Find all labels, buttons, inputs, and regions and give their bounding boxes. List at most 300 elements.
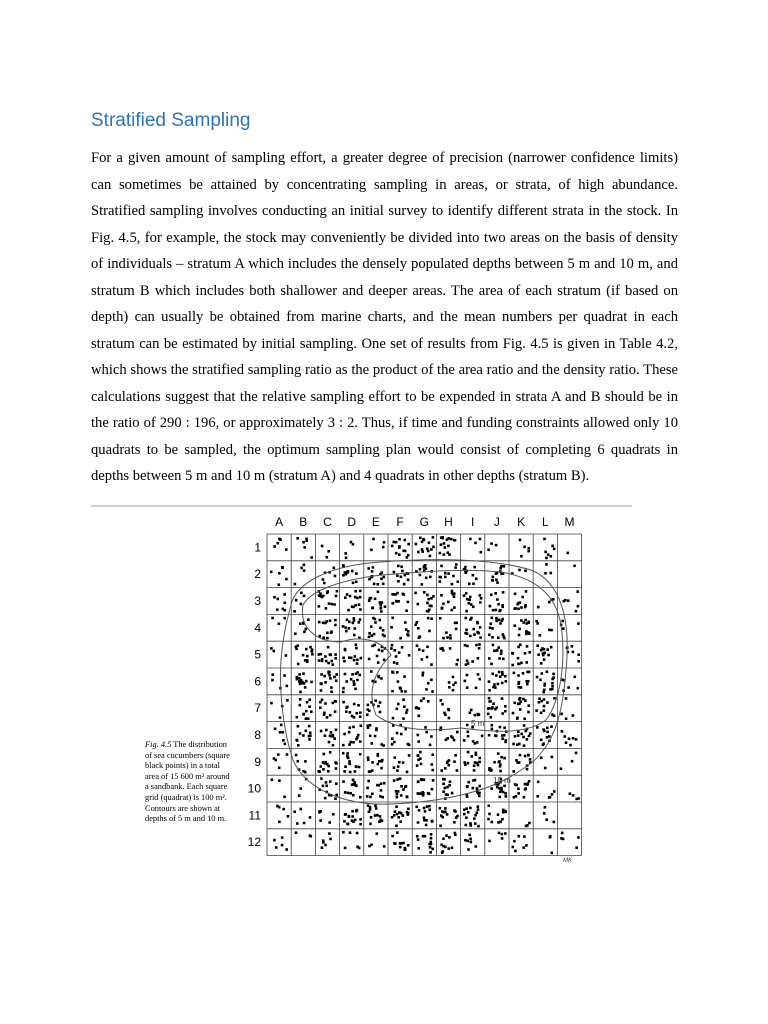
sea-cucumber-point xyxy=(383,845,386,848)
sea-cucumber-point xyxy=(374,805,377,808)
sea-cucumber-point xyxy=(463,739,466,742)
sea-cucumber-point xyxy=(373,633,376,636)
sea-cucumber-point xyxy=(397,816,400,819)
sea-cucumber-point xyxy=(543,709,546,712)
sea-cucumber-point xyxy=(326,590,329,593)
sea-cucumber-point xyxy=(357,734,360,737)
sea-cucumber-point xyxy=(426,602,429,605)
column-label: F xyxy=(396,515,404,529)
sea-cucumber-point xyxy=(327,770,330,773)
sea-cucumber-point xyxy=(428,630,431,633)
sea-cucumber-point xyxy=(477,657,480,660)
sea-cucumber-point xyxy=(493,761,496,764)
sea-cucumber-point xyxy=(442,778,445,781)
sea-cucumber-point xyxy=(320,689,323,692)
sea-cucumber-point xyxy=(525,590,528,593)
sea-cucumber-point xyxy=(431,763,434,766)
sea-cucumber-point xyxy=(370,670,373,673)
sea-cucumber-point xyxy=(427,700,430,703)
sea-cucumber-point xyxy=(518,634,521,637)
sea-cucumber-point xyxy=(347,792,350,795)
sea-cucumber-point xyxy=(487,713,490,716)
sea-cucumber-point xyxy=(456,731,459,734)
sea-cucumber-point xyxy=(352,606,355,609)
sea-cucumber-point xyxy=(575,752,578,755)
sea-cucumber-point xyxy=(550,646,553,649)
sea-cucumber-point xyxy=(524,652,527,655)
sea-cucumber-point xyxy=(502,591,505,594)
sea-cucumber-point xyxy=(380,789,383,792)
sea-cucumber-point xyxy=(444,546,447,549)
sea-cucumber-point xyxy=(311,653,314,656)
sea-cucumber-point xyxy=(431,690,434,693)
sea-cucumber-point xyxy=(320,683,323,686)
sea-cucumber-point xyxy=(308,738,311,741)
sea-cucumber-point xyxy=(320,595,323,598)
sea-cucumber-point xyxy=(371,793,374,796)
sea-cucumber-point xyxy=(368,632,371,635)
sea-cucumber-point xyxy=(445,631,448,634)
sea-cucumber-point xyxy=(417,847,420,850)
sea-cucumber-point xyxy=(574,676,577,679)
sea-cucumber-point xyxy=(270,702,273,705)
sea-cucumber-point xyxy=(305,628,308,631)
sea-cucumber-point xyxy=(442,790,445,793)
sea-cucumber-point xyxy=(393,842,396,845)
sea-cucumber-point xyxy=(383,782,386,785)
sea-cucumber-point xyxy=(322,622,325,625)
sea-cucumber-point xyxy=(321,545,324,548)
sea-cucumber-point xyxy=(324,681,327,684)
sea-cucumber-point xyxy=(349,771,352,774)
sea-cucumber-point xyxy=(308,699,311,702)
sea-cucumber-point xyxy=(527,711,530,714)
sea-cucumber-point xyxy=(473,566,476,569)
sea-cucumber-point xyxy=(371,606,374,609)
sea-cucumber-point xyxy=(298,794,301,797)
sea-cucumber-point xyxy=(322,578,325,581)
sea-cucumber-point xyxy=(465,592,468,595)
sea-cucumber-point xyxy=(524,699,527,702)
sea-cucumber-point xyxy=(451,847,454,850)
sea-cucumber-point xyxy=(454,754,457,757)
sea-cucumber-point xyxy=(355,647,358,650)
sea-cucumber-point xyxy=(427,792,430,795)
sea-cucumber-point xyxy=(329,838,332,841)
row-label: 10 xyxy=(247,781,261,796)
sea-cucumber-point xyxy=(305,730,308,733)
sea-cucumber-point xyxy=(464,644,467,647)
sea-cucumber-point xyxy=(417,734,420,737)
sea-cucumber-point xyxy=(351,570,354,573)
sea-cucumber-point xyxy=(479,636,482,639)
sea-cucumber-point xyxy=(305,539,308,542)
column-label: H xyxy=(444,515,453,529)
sea-cucumber-point xyxy=(432,779,435,782)
sea-cucumber-point xyxy=(425,731,428,734)
sea-cucumber-point xyxy=(552,673,555,676)
sea-cucumber-point xyxy=(468,599,471,602)
sea-cucumber-point xyxy=(296,822,299,825)
sea-cucumber-point xyxy=(498,671,501,674)
sea-cucumber-point xyxy=(465,571,468,574)
sea-cucumber-point xyxy=(310,556,313,559)
sea-cucumber-point xyxy=(430,617,433,620)
sea-cucumber-point xyxy=(396,662,399,665)
sea-cucumber-point xyxy=(442,837,445,840)
sea-cucumber-point xyxy=(417,759,420,762)
sea-cucumber-point xyxy=(417,821,420,824)
sea-cucumber-point xyxy=(495,706,498,709)
sea-cucumber-point xyxy=(381,650,384,653)
sea-cucumber-point xyxy=(491,728,494,731)
sea-cucumber-point xyxy=(352,582,355,585)
row-label: 5 xyxy=(254,647,261,662)
sea-cucumber-point xyxy=(355,644,358,647)
sea-cucumber-point xyxy=(476,811,479,814)
sea-cucumber-point xyxy=(295,831,298,834)
sea-cucumber-point xyxy=(368,710,371,713)
sea-cucumber-point xyxy=(282,608,285,611)
sea-cucumber-point xyxy=(406,811,409,814)
sea-cucumber-point xyxy=(540,700,543,703)
sea-cucumber-point xyxy=(303,564,306,567)
sea-cucumber-point xyxy=(550,852,553,855)
sea-cucumber-point xyxy=(551,678,554,681)
sea-cucumber-point xyxy=(536,622,539,625)
sea-cucumber-point xyxy=(478,678,481,681)
sea-cucumber-point xyxy=(394,649,397,652)
sea-cucumber-point xyxy=(549,836,552,839)
sea-cucumber-point xyxy=(371,570,374,573)
sea-cucumber-point xyxy=(476,621,479,624)
sea-cucumber-point xyxy=(425,819,428,822)
sea-cucumber-point xyxy=(501,682,504,685)
sea-cucumber-point xyxy=(396,574,399,577)
sea-cucumber-point xyxy=(516,761,519,764)
column-label: L xyxy=(541,515,549,529)
sea-cucumber-point xyxy=(511,664,514,667)
sea-cucumber-point xyxy=(278,767,281,770)
sea-cucumber-point xyxy=(429,555,432,558)
sea-cucumber-point xyxy=(501,604,504,607)
sea-cucumber-point xyxy=(547,553,550,556)
sea-cucumber-point xyxy=(322,841,325,844)
sea-cucumber-point xyxy=(418,648,421,651)
sea-cucumber-point xyxy=(318,605,321,608)
sea-cucumber-point xyxy=(297,744,300,747)
sea-cucumber-point xyxy=(456,769,459,772)
sea-cucumber-point xyxy=(467,762,470,765)
sea-cucumber-point xyxy=(334,710,337,713)
sea-cucumber-point xyxy=(539,634,542,637)
sea-cucumber-point xyxy=(562,838,565,841)
sea-cucumber-point xyxy=(577,605,580,608)
sea-cucumber-point xyxy=(477,792,480,795)
sea-cucumber-point xyxy=(400,794,403,797)
row-label: 11 xyxy=(248,808,261,823)
sea-cucumber-point xyxy=(519,601,522,604)
sea-cucumber-point xyxy=(536,676,539,679)
sea-cucumber-point xyxy=(448,836,451,839)
sea-cucumber-point xyxy=(520,619,523,622)
sea-cucumber-point xyxy=(440,699,443,702)
sea-cucumber-point xyxy=(495,617,498,620)
sea-cucumber-point xyxy=(293,610,296,613)
sea-cucumber-point xyxy=(499,726,502,729)
sea-cucumber-point xyxy=(298,680,301,683)
sea-cucumber-point xyxy=(378,649,381,652)
sea-cucumber-point xyxy=(527,754,530,757)
sea-cucumber-point xyxy=(475,687,478,690)
sea-cucumber-point xyxy=(295,648,298,651)
sea-cucumber-point xyxy=(540,712,543,715)
sea-cucumber-point xyxy=(501,818,504,821)
sea-cucumber-point xyxy=(453,821,456,824)
sea-cucumber-point xyxy=(473,765,476,768)
sea-cucumber-point xyxy=(422,649,425,652)
sea-cucumber-point xyxy=(403,583,406,586)
column-label: A xyxy=(275,515,284,529)
sea-cucumber-point xyxy=(455,622,458,625)
sea-cucumber-point xyxy=(466,840,469,843)
sea-cucumber-point xyxy=(477,825,480,828)
sea-cucumber-point xyxy=(392,671,395,674)
sea-cucumber-point xyxy=(492,644,495,647)
sea-cucumber-point xyxy=(356,659,359,662)
sea-cucumber-point xyxy=(302,734,305,737)
sea-cucumber-point xyxy=(353,716,356,719)
row-label: 1 xyxy=(254,540,261,555)
sea-cucumber-point xyxy=(330,691,333,694)
sea-cucumber-point xyxy=(308,725,311,728)
sea-cucumber-point xyxy=(492,576,495,579)
sea-cucumber-point xyxy=(348,627,351,630)
sea-cucumber-point xyxy=(464,632,467,635)
sea-cucumber-point xyxy=(447,601,450,604)
sea-cucumber-point xyxy=(457,580,460,583)
sea-cucumber-point xyxy=(519,754,522,757)
sea-cucumber-point xyxy=(284,602,287,605)
sea-cucumber-point xyxy=(518,628,521,631)
sea-cucumber-point xyxy=(407,808,410,811)
sea-cucumber-point xyxy=(498,657,501,660)
sea-cucumber-point xyxy=(491,707,494,710)
sea-cucumber-point xyxy=(443,542,446,545)
sea-cucumber-point xyxy=(277,753,280,756)
sea-cucumber-point xyxy=(328,671,331,674)
sea-cucumber-point xyxy=(535,709,538,712)
sea-cucumber-point xyxy=(348,815,351,818)
sea-cucumber-point xyxy=(467,751,470,754)
sea-cucumber-point xyxy=(560,767,563,770)
sea-cucumber-point xyxy=(453,760,456,763)
sea-cucumber-point xyxy=(429,851,432,854)
sea-cucumber-point xyxy=(536,726,539,729)
sea-cucumber-point xyxy=(474,542,477,545)
sea-cucumber-point xyxy=(346,752,349,755)
sea-cucumber-point xyxy=(467,781,470,784)
sea-cucumber-point xyxy=(345,630,348,633)
sea-cucumber-point xyxy=(293,811,296,814)
sea-cucumber-point xyxy=(391,617,394,620)
sea-cucumber-point xyxy=(419,537,422,540)
sea-cucumber-point xyxy=(517,787,520,790)
sea-cucumber-point xyxy=(471,755,474,758)
sea-cucumber-point xyxy=(441,536,444,539)
sea-cucumber-point xyxy=(307,618,310,621)
sea-cucumber-point xyxy=(359,608,362,611)
sea-cucumber-point xyxy=(439,825,442,828)
sea-cucumber-point xyxy=(382,583,385,586)
sea-cucumber-point xyxy=(470,617,473,620)
sea-cucumber-point xyxy=(344,791,347,794)
sea-cucumber-point xyxy=(414,624,417,627)
sea-cucumber-point xyxy=(494,592,497,595)
sea-cucumber-point xyxy=(327,550,330,553)
row-label: 7 xyxy=(254,701,261,716)
sea-cucumber-point xyxy=(323,713,326,716)
sea-cucumber-point xyxy=(503,757,506,760)
sea-cucumber-point xyxy=(419,574,422,577)
sea-cucumber-point xyxy=(328,832,331,835)
sea-cucumber-point xyxy=(448,784,451,787)
sea-cucumber-point xyxy=(466,724,469,727)
sea-cucumber-point xyxy=(329,619,332,622)
sea-cucumber-point xyxy=(423,539,426,542)
sea-cucumber-point xyxy=(307,717,310,720)
sea-cucumber-point xyxy=(497,646,500,649)
sea-cucumber-point xyxy=(329,653,332,656)
sea-cucumber-point xyxy=(445,739,448,742)
sea-cucumber-point xyxy=(477,632,480,635)
sea-cucumber-point xyxy=(522,846,525,849)
sea-cucumber-point xyxy=(567,686,570,689)
sea-cucumber-point xyxy=(500,652,503,655)
sea-cucumber-point xyxy=(377,705,380,708)
sea-cucumber-point xyxy=(332,744,335,747)
sea-cucumber-point xyxy=(545,563,548,566)
sea-cucumber-point xyxy=(501,712,504,715)
sea-cucumber-point xyxy=(402,593,405,596)
sea-cucumber-point xyxy=(278,583,281,586)
sea-cucumber-point xyxy=(525,844,528,847)
sea-cucumber-point xyxy=(473,769,476,772)
sea-cucumber-point xyxy=(343,733,346,736)
sea-cucumber-point xyxy=(396,671,399,674)
sea-cucumber-point xyxy=(548,735,551,738)
sea-cucumber-point xyxy=(335,767,338,770)
sea-cucumber-point xyxy=(325,781,328,784)
sea-cucumber-point xyxy=(426,594,429,597)
sea-cucumber-point xyxy=(305,680,308,683)
body-paragraph: For a given amount of sampling effort, a greater degree of precision (narrower confidence limits) can sometimes be attained by concentrating sampling in areas, or strata, of high abundance. Stratified sampling involves conducting an initial survey to identify different strata in the stock. In Fig. 4.5, for example, the stock may conveniently be divided into two areas on the basis of density of individuals – stratum A which includes the densely populated depths between 5 m and 10 m, and stratum B which includes both shallower and deeper areas. The area of each stratum (if based on depth) can usually be obtained from marine charts, and the mean numbers per quadrat in each stratum can be estimated by initial sampling. One set of results from Fig. 4.5 is given in Table 4.2, which shows the stratified sampling ratio as the product of the area ratio and the density ratio. These calculations suggest that the relative sampling effort to be expended in strata A and B should be in the ratio of 290 : 196, or approximately 3 : 2. Thus, if time and funding constraints allowed only 10 quadrats to be sampled, the optimum sampling plan would consist of completing 6 quadrats in depths between 5 m and 10 m (stratum A) and 4 quadrats in other depths (stratum B). xyxy=(91,150,678,484)
sea-cucumber-point xyxy=(352,741,355,744)
sea-cucumber-point xyxy=(273,757,276,760)
sea-cucumber-point xyxy=(443,553,446,556)
sea-cucumber-point xyxy=(396,732,399,735)
row-label: 3 xyxy=(254,594,261,608)
sea-cucumber-point xyxy=(526,738,529,741)
row-labels xyxy=(248,540,262,849)
sea-cucumber-point xyxy=(528,651,531,654)
sea-cucumber-point xyxy=(332,813,335,816)
sea-cucumber-point xyxy=(300,592,303,595)
sea-cucumber-point xyxy=(451,792,454,795)
column-label: E xyxy=(371,515,380,529)
sea-cucumber-point xyxy=(528,704,531,707)
sea-cucumber-point xyxy=(371,742,374,745)
sea-cucumber-point xyxy=(516,717,519,720)
sea-cucumber-point xyxy=(451,609,454,612)
sea-cucumber-point xyxy=(465,807,468,810)
sea-cucumber-point xyxy=(345,813,348,816)
sea-cucumber-point xyxy=(524,783,527,786)
sea-cucumber-point xyxy=(283,796,286,799)
sea-cucumber-point xyxy=(452,593,455,596)
sea-cucumber-point xyxy=(352,622,355,625)
sea-cucumber-point xyxy=(379,701,382,704)
sea-cucumber-point xyxy=(469,635,472,638)
sea-cucumber-point xyxy=(417,838,420,841)
sea-cucumber-point xyxy=(456,815,459,818)
sea-cucumber-point xyxy=(352,779,355,782)
sea-cucumber-point xyxy=(472,628,475,631)
sea-cucumber-point xyxy=(478,785,481,788)
sea-cucumber-point xyxy=(519,539,522,542)
sea-cucumber-point xyxy=(284,743,287,746)
sea-cucumber-point xyxy=(467,735,470,738)
sea-cucumber-point xyxy=(320,673,323,676)
sea-cucumber-point xyxy=(544,767,547,770)
sea-cucumber-point xyxy=(285,578,288,581)
sea-cucumber-point xyxy=(302,713,305,716)
sea-cucumber-point xyxy=(309,734,312,737)
column-label: I xyxy=(471,515,475,529)
sea-cucumber-point xyxy=(537,781,540,784)
sea-cucumber-point xyxy=(352,726,355,729)
sea-cucumber-point xyxy=(416,835,419,838)
sea-cucumber-point xyxy=(398,538,401,541)
sea-cucumber-point xyxy=(515,795,518,798)
sea-cucumber-point xyxy=(475,753,478,756)
sea-cucumber-point xyxy=(344,552,347,555)
sea-cucumber-point xyxy=(542,691,545,694)
sea-cucumber-point xyxy=(374,814,377,817)
sea-cucumber-point xyxy=(490,542,493,545)
sea-cucumber-point xyxy=(391,644,394,647)
sea-cucumber-point xyxy=(464,839,467,842)
sea-cucumber-point xyxy=(425,577,428,580)
sea-cucumber-point xyxy=(571,645,574,648)
sea-cucumber-point xyxy=(381,796,384,799)
sea-cucumber-point xyxy=(503,727,506,730)
sea-cucumber-point xyxy=(343,770,346,773)
sea-cucumber-point xyxy=(497,683,500,686)
sea-cucumber-point xyxy=(474,742,477,745)
sea-cucumber-point xyxy=(475,578,478,581)
sea-cucumber-point xyxy=(452,676,455,679)
sea-cucumber-point xyxy=(543,698,546,701)
sea-cucumber-point xyxy=(359,823,362,826)
sea-cucumber-point xyxy=(344,673,347,676)
sea-cucumber-point xyxy=(573,565,576,568)
sea-cucumber-point xyxy=(572,794,575,797)
sea-cucumber-point xyxy=(518,686,521,689)
sea-cucumber-point xyxy=(400,576,403,579)
sea-cucumber-point xyxy=(417,740,420,743)
sea-cucumber-point xyxy=(407,630,410,633)
